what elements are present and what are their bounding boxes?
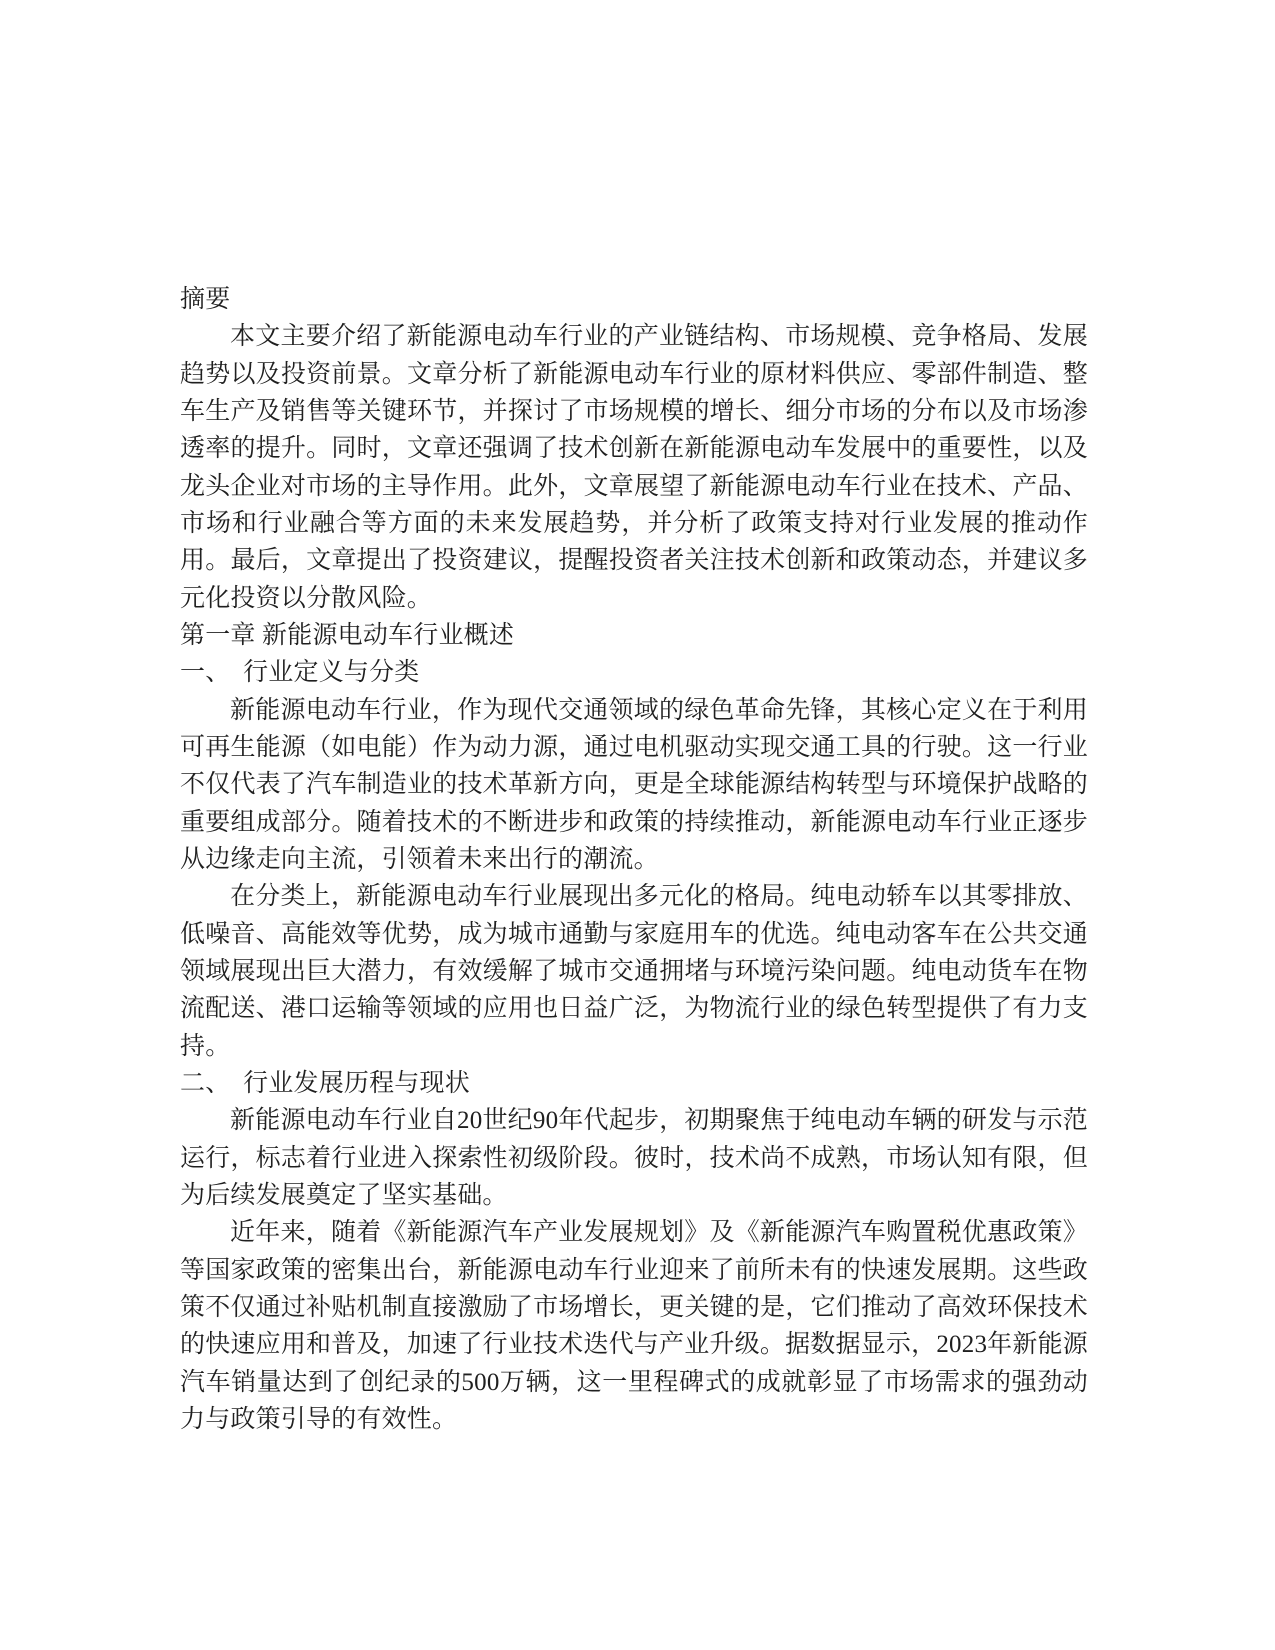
section-1-paragraph-2: 在分类上，新能源电动车行业展现出多元化的格局。纯电动轿车以其零排放、低噪音、高能效等优势，成为城市通勤与家庭用车的优选。纯电动客车在公共交通领域展现出巨大潜力，有效缓解了城市交通拥堵与环境污染问题。纯电动货车在物流配送、港口运输等领域的应用也日益广泛，为物流行业的绿色转型提供了有力支持。 <box>180 883 1088 1060</box>
section-1-paragraph-1: 新能源电动车行业，作为现代交通领域的绿色革命先锋，其核心定义在于利用可再生能源（如电能）作为动力源，通过电机驱动实现交通工具的行驶。这一行业不仅代表了汽车制造业的技术革新方向，更是全球能源结构转型与环境保护战略的重要组成部分。随着技术的不断进步和政策的持续推动，新能源电动车行业正逐步从边缘走向主流，引领着未来出行的潮流。 <box>180 696 1088 873</box>
section-2-paragraph-2: 近年来，随着《新能源汽车产业发展规划》及《新能源汽车购置税优惠政策》等国家政策的密集出台，新能源电动车行业迎来了前所未有的快速发展期。这些政策不仅通过补贴机制直接激励了市场增长，更关键的是，它们推动了高效环保技术的快速应用和普及，加速了行业技术迭代与产业升级。据数据显示，2023年新能源汽车销量达到了创纪录的500万辆，这一里程碑式的成就彰显了市场需求的强劲动力与政策引导的有效性。 <box>180 1219 1088 1433</box>
document-content <box>180 281 1088 1438</box>
section-2-heading: 二、 行业发展历程与现状 <box>180 1069 470 1097</box>
chapter-1-heading: 第一章 新能源电动车行业概述 <box>180 621 515 649</box>
abstract-heading: 摘要 <box>180 286 231 313</box>
abstract-paragraph: 本文主要介绍了新能源电动车行业的产业链结构、市场规模、竞争格局、发展趋势以及投资前景。文章分析了新能源电动车行业的原材料供应、零部件制造、整车生产及销售等关键环节，并探讨了市场规模的增长、细分市场的分布以及市场渗透率的提升。同时，文章还强调了技术创新在新能源电动车发展中的重要性，以及龙头企业对市场的主导作用。此外，文章展望了新能源电动车行业在技术、产品、市场和行业融合等方面的未来发展趋势，并分析了政策支持对行业发展的推动作用。最后，文章提出了投资建议，提醒投资者关注技术创新和政策动态，并建议多元化投资以分散风险。 <box>180 323 1088 612</box>
section-1-heading: 一、 行业定义与分类 <box>180 659 420 687</box>
section-2-paragraph-1: 新能源电动车行业自20世纪90年代起步，初期聚焦于纯电动车辆的研发与示范运行，标志着行业进入探索性初级阶段。彼时，技术尚不成熟，市场认知有限，但为后续发展奠定了坚实基础。 <box>180 1107 1088 1209</box>
